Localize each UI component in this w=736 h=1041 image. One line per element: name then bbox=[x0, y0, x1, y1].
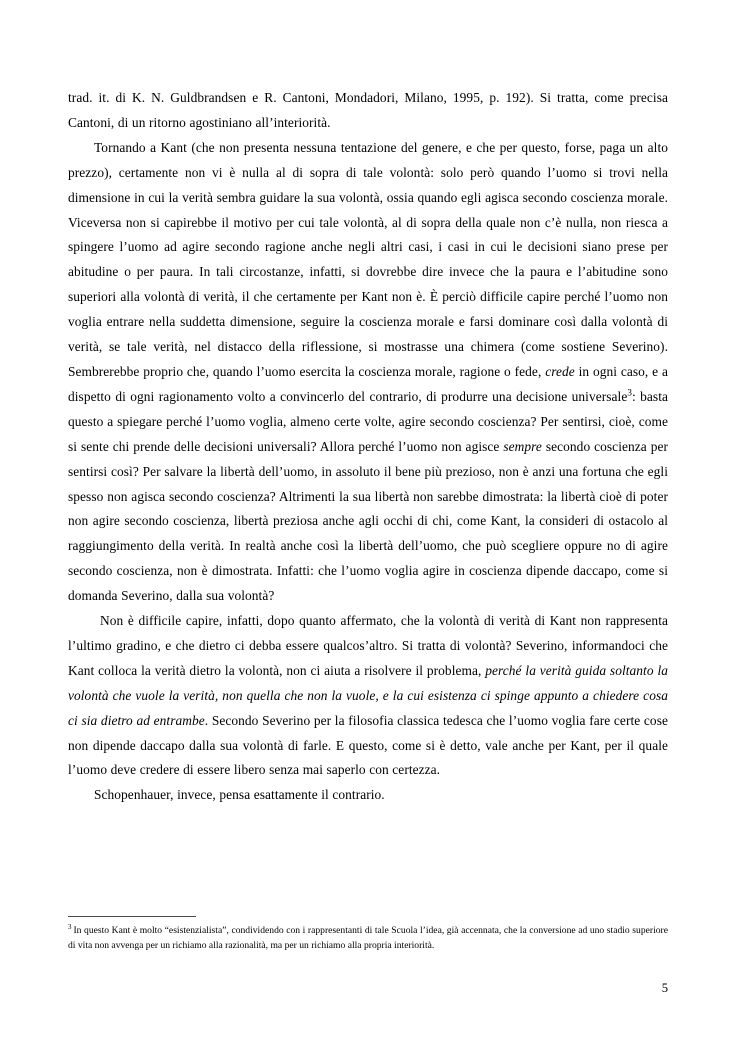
paragraph-kant bbox=[68, 136, 668, 609]
footnote-entry bbox=[68, 923, 668, 953]
body-text-run: trad. it. di K. N. Guldbrandsen e R. Cantoni, Mondadori, Milano, 1995, p. 192). Si tratta, come precisa Cantoni, di un ritorno agostiniano all’interiorità. bbox=[68, 90, 668, 130]
body-text-run: Tornando a Kant (che non presenta nessuna tentazione del genere, e che per questo, forse, paga un alto prezzo), certamente non vi è nulla al di sopra di tale volontà: solo però quando l’uomo si trovi nella dimensione in cui la verità sembra guidare la sua volontà, ossia quando egli agisca secondo coscienza morale. Viceversa non si capirebbe il motivo per cui tale volontà, al di sopra della quale non c’è nulla, non riesca a spingere l’uomo ad agire secondo ragione anche negli altri casi, i casi in cui le decisioni siano prese per abitudine o per paura. In tali circostanze, infatti, si dovrebbe dire invece che la paura e l’abitudine sono superiori alla volontà di verità, il che certamente per Kant non è. È perciò difficile capire perché l’uomo non voglia entrare nella suddetta dimensione, seguire la coscienza morale e farsi dominare così dalla volontà di verità, se tale verità, nel distacco della riflessione, si mostrasse una chimera (come sostiene Severino). Sembrerebbe proprio che, quando l’uomo esercita la coscienza morale, ragione o fede, bbox=[68, 139, 668, 379]
emphasis-text: perché la verità guida soltanto la volontà che vuole la verità, non quella che non la vuole, e la cui esistenza ci spinge appunto a chiedere cosa ci sia dietro ad entrambe bbox=[68, 662, 668, 728]
paragraph-citation bbox=[68, 86, 668, 136]
body-text-run: : basta questo a spiegare perché l’uomo voglia, almeno certe volte, agire secondo coscienza? Per sentirsi, cioè, come si sente chi prende delle decisioni universali? Allora perché l’uomo non agisce bbox=[68, 388, 669, 454]
body-text-run: . Secondo Severino per la filosofia classica tedesca che l’uomo voglia fare certe cose non dipende daccapo dalla sua volontà di farle. E questo, come si è detto, vale anche per Kant, per il quale l’uomo deve credere di essere libero senza mai saperlo con certezza. bbox=[68, 712, 668, 778]
body-text-run: secondo coscienza per sentirsi così? Per salvare la libertà dell’uomo, in assoluto il bene più prezioso, non è anzi una fortuna che egli spesso non agisca secondo coscienza? Altrimenti la sua libertà non sarebbe dimostrata: la libertà cioè di poter non agire secondo coscienza, libertà preziosa anche agli occhi di chi, come Kant, la consideri di ostacolo al raggiungimento della verità. In realtà anche così la libertà dell’uomo, che può scegliere oppure no di agire secondo coscienza, non è dimostrata. Infatti: che l’uomo voglia agire in coscienza dipende daccapo, come si domanda Severino, dalla sua volontà? bbox=[68, 438, 668, 604]
page-number: 5 bbox=[661, 981, 668, 995]
paragraph-severino bbox=[68, 609, 668, 783]
paragraph-schopenhauer bbox=[68, 783, 668, 808]
body-text-run: Schopenhauer, invece, pensa esattamente il contrario. bbox=[94, 787, 385, 803]
footnote-text: In questo Kant è molto “esistenzialista”, condividendo con i rappresentanti di tale Scuola l’idea, già accennata, che la conversione ad uno stadio superiore di vita non avvenga per un richiamo alla razionalità, ma per un richiamo alla propria interiorità. bbox=[68, 925, 668, 952]
body-text-block bbox=[68, 86, 668, 808]
emphasis-text: sempre bbox=[503, 438, 542, 454]
body-text-run: Non è difficile capire, infatti, dopo quanto affermato, che la volontà di verità di Kant non rappresenta l’ultimo gradino, e che dietro ci debba essere qualcos’altro. Si tratta di volontà? Severino, informandoci che Kant colloca la verità dietro la volontà, non ci aiuta a risolvere il problema, bbox=[68, 613, 668, 678]
footnote-area bbox=[68, 916, 668, 953]
footnote-separator-rule bbox=[68, 916, 196, 917]
body-text-run: in ogni caso, e a dispetto di ogni ragionamento volto a convincerlo del contrario, di produrre una decisione universale bbox=[68, 363, 668, 404]
footnote-reference-marker: 3 bbox=[627, 387, 632, 398]
footnote-number: 3 bbox=[68, 923, 72, 931]
emphasis-text: crede bbox=[545, 363, 575, 379]
